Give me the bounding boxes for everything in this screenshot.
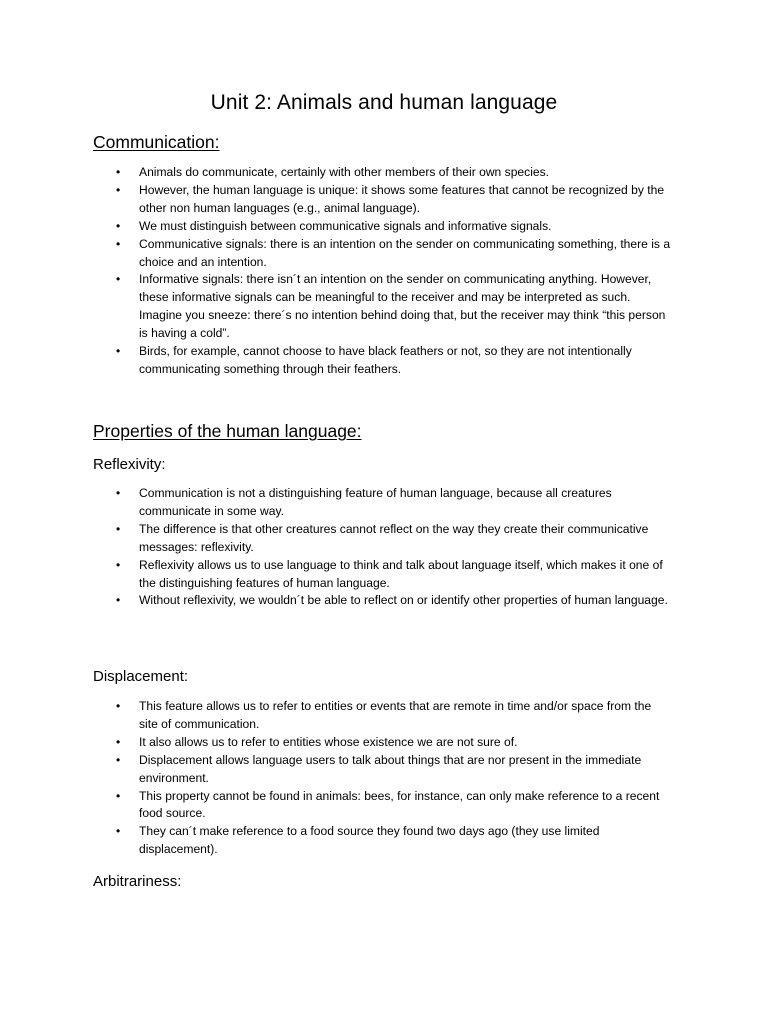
- list-communication: [0, 164, 768, 379]
- list-item: • This property cannot be found in animals: bees, for instance, can only make reference to a recent food source.: [139, 788, 671, 824]
- list-item: • Informative signals: there isn´t an intention on the sender on communicating anything. However, these informative signals can be meaningful to the receiver and may be interpreted as such. Imagine you sneeze: there´s no intention behind doing that, but the receiver may think “this person is having a cold”.: [139, 271, 671, 343]
- list-item: • Reflexivity allows us to use language to think and talk about language itself, which makes it one of the distinguishing features of human language.: [139, 557, 671, 593]
- heading-communication: Communication:: [93, 132, 220, 152]
- list-item: • However, the human language is unique: it shows some features that cannot be recognized by the other non human languages (e.g., animal language).: [139, 182, 671, 218]
- list-item: • Without reflexivity, we wouldn´t be able to reflect on or identify other properties of human language.: [139, 592, 671, 610]
- heading-reflexivity: Reflexivity:: [93, 456, 166, 473]
- list-item: • We must distinguish between communicative signals and informative signals.: [139, 218, 671, 236]
- list-item: • Animals do communicate, certainly with other members of their own species.: [139, 164, 671, 182]
- list-item: • Communicative signals: there is an intention on the sender on communicating something, there is a choice and an intention.: [139, 236, 671, 272]
- list-item: • Displacement allows language users to talk about things that are nor present in the immediate environment.: [139, 752, 671, 788]
- list-item: • The difference is that other creatures cannot reflect on the way they create their communicative messages: reflexivity.: [139, 521, 671, 557]
- heading-displacement: Displacement:: [93, 668, 189, 685]
- list-displacement: [0, 698, 768, 859]
- list-item: • Communication is not a distinguishing feature of human language, because all creatures communicate in some way.: [139, 485, 671, 521]
- list-item: • Birds, for example, cannot choose to have black feathers or not, so they are not intentionally communicating something through their feathers.: [139, 343, 671, 379]
- heading-properties: Properties of the human language:: [93, 421, 362, 441]
- list-item: • It also allows us to refer to entities whose existence we are not sure of.: [139, 734, 671, 752]
- page-title: Unit 2: Animals and human language: [210, 91, 558, 114]
- list-item: • This feature allows us to refer to entities or events that are remote in time and/or space from the site of communication.: [139, 698, 671, 734]
- heading-arbitrariness: Arbitrariness:: [93, 873, 182, 890]
- list-item: • They can´t make reference to a food source they found two days ago (they use limited displacement).: [139, 823, 671, 859]
- list-reflexivity: [0, 485, 768, 610]
